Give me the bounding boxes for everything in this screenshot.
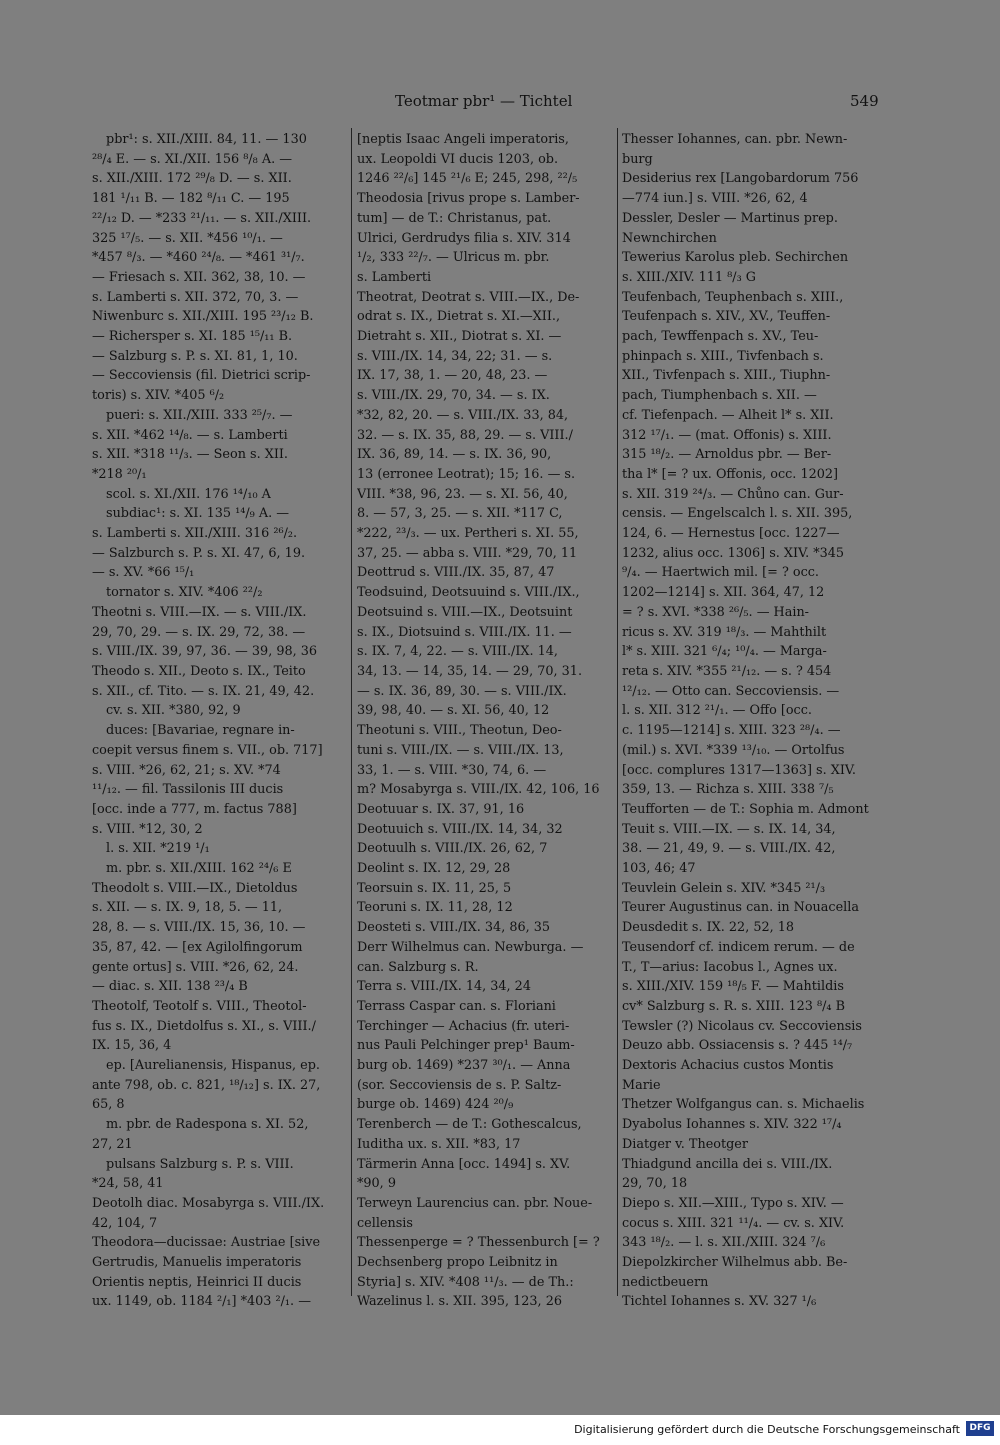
index-line: pbr¹: s. XII./XIII. 84, 11. — 130 (106, 132, 307, 147)
index-line: Diepo s. XII.—XIII., Typo s. XIV. — (622, 1195, 844, 1211)
index-line: ux. 1149, ob. 1184 ²/₁] *403 ²/₁. — (92, 1294, 311, 1310)
index-line: ²⁸/₄ E. — s. XI./XII. 156 ⁸/₈ A. — (92, 151, 293, 167)
index-line: 1202—1214] s. XII. 364, 47, 12 (622, 585, 825, 601)
index-line: Thetzer Wolfgangus can. s. Michaelis (622, 1097, 865, 1113)
index-line: s. XIII./XIV. 111 ⁸/₃ G (622, 269, 757, 285)
index-line: Gertrudis, Manuelis imperatoris (92, 1255, 302, 1271)
index-line: Teuit s. VIII.—IX. — s. IX. 14, 34, (622, 821, 836, 837)
index-line: 35, 87, 42. — [ex Agilolfingorum (92, 939, 303, 955)
index-line: s. IX. 7, 4, 22. — s. VIII./IX. 14, (357, 644, 558, 660)
index-line: Tichtel Iohannes s. XV. 327 ¹/₆ (622, 1294, 817, 1310)
index-line: 32. — s. IX. 35, 88, 29. — s. VIII./ (357, 427, 573, 443)
index-line: Deolint s. IX. 12, 29, 28 (357, 861, 511, 877)
index-line: Teufenpach s. XIV., XV., Teuffen- (622, 309, 831, 325)
index-line: 359, 13. — Richza s. XIII. 338 ⁷/₅ (622, 782, 834, 798)
index-line: l. s. XII. *219 ¹/₁ (106, 841, 210, 857)
index-line: Deosteti s. VIII./IX. 34, 86, 35 (357, 920, 551, 936)
index-line: Marie (622, 1077, 661, 1093)
index-line: (mil.) s. XVI. *339 ¹³/₁₀. — Ortolfus (622, 742, 845, 758)
index-line: [occ. complures 1317—1363] s. XIV. (622, 762, 856, 778)
index-line: 28, 8. — s. VIII./IX. 15, 36, 10. — (92, 920, 306, 936)
index-column-2 (357, 130, 614, 1312)
index-line: *32, 82, 20. — s. VIII./IX. 33, 84, (357, 407, 569, 423)
index-line: Theotni s. VIII.—IX. — s. VIII./IX. (92, 604, 307, 620)
index-line: Deotsuind s. VIII.—IX., Deotsuint (357, 604, 573, 620)
index-line: censis. — Engelscalch l. s. XII. 395, (622, 506, 853, 522)
index-line: scol. s. XI./XII. 176 ¹⁴/₁₀ A (106, 486, 271, 502)
index-line: 315 ¹⁸/₂. — Arnoldus pbr. — Ber- (622, 447, 832, 463)
index-line: Derr Wilhelmus can. Newburga. — (357, 939, 584, 955)
index-line: m? Mosabyrga s. VIII./IX. 42, 106, 16 (357, 782, 600, 798)
index-line: cv. s. XII. *380, 92, 9 (106, 703, 241, 719)
index-line: burg (622, 151, 653, 167)
index-line: tum] — de T.: Christanus, pat. (357, 210, 552, 226)
index-line: [neptis Isaac Angeli imperatoris, (357, 132, 569, 147)
index-line: —774 iun.] s. VIII. *26, 62, 4 (622, 191, 808, 207)
index-column-1 (92, 130, 347, 1312)
index-line: s. Lamberti s. XII. 372, 70, 3. — (92, 289, 299, 305)
index-line: — diac. s. XII. 138 ²³/₄ B (92, 979, 248, 995)
index-line: Tärmerin Anna [occ. 1494] s. XV. (357, 1156, 571, 1172)
index-line: 103, 46; 47 (622, 861, 696, 877)
index-line: can. Salzburg s. R. (357, 959, 479, 975)
index-line: s. Lamberti s. XII./XIII. 316 ²⁶/₂. (92, 526, 298, 542)
index-line: Terweyn Laurencius can. pbr. Noue- (357, 1195, 593, 1211)
index-line: 343 ¹⁸/₂. — l. s. XII./XIII. 324 ⁷/₆ (622, 1235, 826, 1251)
index-line: Dietraht s. XII., Diotrat s. XI. — (357, 329, 562, 345)
index-line: s. XII. *318 ¹¹/₃. — Seon s. XII. (92, 447, 288, 463)
index-line: — Richersper s. XI. 185 ¹⁵/₁₁ B. (92, 329, 293, 345)
index-line: 325 ¹⁷/₅. — s. XII. *456 ¹⁰/₁. — (92, 230, 283, 246)
index-line: Tewerius Karolus pleb. Sechirchen (622, 250, 849, 266)
index-line: IX. 17, 38, 1. — 20, 48, 23. — (357, 368, 548, 384)
index-line: cf. Tiefenpach. — Alheit l* s. XII. (622, 407, 834, 423)
index-line: nus Pauli Pelchinger prep¹ Baum- (357, 1038, 575, 1054)
index-line: 1246 ²²/₆] 145 ²¹/₆ E; 245, 298, ²²/₅ (357, 171, 578, 187)
index-line: Theodo s. XII., Deoto s. IX., Teito (92, 663, 306, 679)
index-line: s. VIII. *12, 30, 2 (92, 821, 203, 837)
index-line: c. 1195—1214] s. XIII. 323 ²⁸/₄. — (622, 723, 841, 739)
index-line: cocus s. XIII. 321 ¹¹/₄. — cv. s. XIV. (622, 1215, 845, 1231)
index-line: ¹¹/₁₂. — fil. Tassilonis III ducis (92, 782, 284, 798)
index-line: Terra s. VIII./IX. 14, 34, 24 (357, 979, 531, 995)
index-line: s. XII./XIII. 172 ²⁹/₈ D. — s. XII. (92, 171, 292, 187)
index-line: 29, 70, 29. — s. IX. 29, 72, 38. — (92, 624, 306, 640)
index-line: — s. XV. *66 ¹⁵/₁ (92, 565, 195, 581)
index-line: 33, 1. — s. VIII. *30, 74, 6. — (357, 762, 547, 778)
index-line: ux. Leopoldi VI ducis 1203, ob. (357, 151, 559, 167)
index-line: 181 ¹/₁₁ B. — 182 ⁸/₁₁ C. — 195 (92, 191, 290, 207)
index-line: s. VIII./IX. 29, 70, 34. — s. IX. (357, 388, 550, 404)
index-line: s. XII., cf. Tito. — s. IX. 21, 49, 42. (92, 683, 315, 699)
index-line: tha l* [= ? ux. Offonis, occ. 1202] (622, 466, 839, 482)
index-line: reta s. XIV. *355 ²¹/₁₂. — s. ? 454 (622, 663, 832, 679)
index-line: s. XII. — s. IX. 9, 18, 5. — 11, (92, 900, 283, 916)
index-line: Diatger v. Theotger (622, 1136, 749, 1152)
index-line: *222, ²³/₃. — ux. Pertheri s. XI. 55, (357, 526, 579, 542)
index-line: cv* Salzburg s. R. s. XIII. 123 ⁸/₄ B (622, 998, 846, 1014)
index-line: Wazelinus l. s. XII. 395, 123, 26 (357, 1294, 562, 1310)
index-line: s. XII. 319 ²⁴/₃. — Chůno can. Gur- (622, 486, 844, 502)
index-line: T., T—arius: Iacobus l., Agnes ux. (622, 959, 838, 975)
index-line: s. XII. *462 ¹⁴/₈. — s. Lamberti (92, 427, 288, 443)
index-line: 34, 13. — 14, 35, 14. — 29, 70, 31. (357, 663, 583, 679)
index-line: subdiac¹: s. XI. 135 ¹⁴/₉ A. — (106, 506, 290, 522)
index-line: l. s. XII. 312 ²¹/₁. — Offo [occ. (622, 703, 812, 719)
index-line: gente ortus] s. VIII. *26, 62, 24. (92, 959, 299, 975)
index-line: Teurer Augustinus can. in Nouacella (622, 900, 859, 916)
index-line: 39, 98, 40. — s. XI. 56, 40, 12 (357, 703, 550, 719)
index-line: Orientis neptis, Heinrici II ducis (92, 1274, 302, 1290)
index-line: ¹²/₁₂. — Otto can. Seccoviensis. — (622, 683, 840, 699)
index-line: 8. — 57, 3, 25. — s. XII. *117 C, (357, 506, 563, 522)
index-line: Dyabolus Iohannes s. XIV. 322 ¹⁷/₄ (622, 1117, 842, 1133)
index-line: burg ob. 1469) *237 ³⁰/₁. — Anna (357, 1058, 571, 1074)
index-line: s. VIII./IX. 14, 34, 22; 31. — s. (357, 348, 553, 364)
index-line: Theotrat, Deotrat s. VIII.—IX., De- (357, 289, 580, 305)
index-line: ²²/₁₂ D. — *233 ²¹/₁₁. — s. XII./XIII. (92, 210, 312, 226)
index-line: *90, 9 (357, 1176, 396, 1192)
index-line: VIII. *38, 96, 23. — s. XI. 56, 40, (357, 486, 568, 502)
index-line: — Friesach s. XII. 362, 38, 10. — (92, 269, 306, 285)
index-line: m. pbr. de Radespona s. XI. 52, (106, 1117, 309, 1133)
index-line: Deotolh diac. Mosabyrga s. VIII./IX. (92, 1195, 325, 1211)
dfg-logo: DFG (966, 1421, 994, 1436)
index-line: *24, 58, 41 (92, 1176, 164, 1192)
index-line: = ? s. XVI. *338 ²⁶/₅. — Hain- (622, 604, 810, 620)
index-line: *457 ⁸/₃. — *460 ²⁴/₈. — *461 ³¹/₇. (92, 250, 305, 266)
index-line: Terenberch — de T.: Gothescalcus, (357, 1117, 582, 1133)
index-line: Theodora—ducissae: Austriae [sive (92, 1235, 321, 1251)
index-line: Thessenperge = ? Thessenburch [= ? (357, 1235, 600, 1251)
index-line: Theotolf, Teotolf s. VIII., Theotol- (92, 998, 307, 1014)
index-line: Thesser Iohannes, can. pbr. Newn- (622, 132, 848, 147)
index-line: s. Lamberti (357, 269, 432, 285)
index-line: Thiadgund ancilla dei s. VIII./IX. (622, 1156, 833, 1172)
index-line: 29, 70, 18 (622, 1176, 688, 1192)
index-line: Desiderius rex [Langobardorum 756 (622, 171, 859, 187)
index-line: 1232, alius occ. 1306] s. XIV. *345 (622, 545, 845, 561)
index-line: Deotuuar s. IX. 37, 91, 16 (357, 801, 525, 817)
index-line: duces: [Bavariae, regnare in- (106, 723, 295, 739)
index-line: Newnchirchen (622, 230, 717, 246)
index-column-3 (622, 130, 882, 1312)
index-line: pulsans Salzburg s. P. s. VIII. (106, 1156, 294, 1172)
index-line: ricus s. XV. 319 ¹⁸/₃. — Mahthilt (622, 624, 827, 640)
index-line: 42, 104, 7 (92, 1215, 158, 1231)
index-line: Teuvlein Gelein s. XIV. *345 ²¹/₃ (622, 880, 826, 896)
index-line: Dextoris Achacius custos Montis (622, 1058, 834, 1074)
index-line: Theodolt s. VIII.—IX., Dietoldus (92, 880, 298, 896)
index-line: Theotuni s. VIII., Theotun, Deo- (357, 723, 562, 739)
column-divider (617, 128, 618, 1296)
index-line: pach, Tewffenpach s. XV., Teu- (622, 329, 819, 345)
index-line: — s. IX. 36, 89, 30. — s. VIII./IX. (357, 683, 567, 699)
index-line: — Salzburg s. P. s. XI. 81, 1, 10. (92, 348, 298, 364)
index-line: toris) s. XIV. *405 ⁶/₂ (92, 388, 225, 404)
index-line: Ulrici, Gerdrudys filia s. XIV. 314 (357, 230, 571, 246)
index-line: — Salzburch s. P. s. XI. 47, 6, 19. (92, 545, 306, 561)
footer-bar (0, 1415, 1000, 1445)
index-line: phinpach s. XIII., Tivfenbach s. (622, 348, 824, 364)
index-line: IX. 15, 36, 4 (92, 1038, 172, 1054)
index-line: — Seccoviensis (fil. Dietrici scrip- (92, 368, 311, 384)
index-line: [occ. inde a 777, m. factus 788] (92, 801, 297, 817)
index-line: *218 ²⁰/₁ (92, 466, 147, 482)
index-line: Iuditha ux. s. XII. *83, 17 (357, 1136, 521, 1152)
index-line: s. IX., Diotsuind s. VIII./IX. 11. — (357, 624, 572, 640)
index-line: s. VIII. *26, 62, 21; s. XV. *74 (92, 762, 281, 778)
index-line: (sor. Seccoviensis de s. P. Saltz- (357, 1077, 562, 1093)
index-line: Dechsenberg propo Leibnitz in (357, 1255, 558, 1271)
index-line: IX. 36, 89, 14. — s. IX. 36, 90, (357, 447, 552, 463)
index-line: l* s. XIII. 321 ⁶/₄; ¹⁰/₄. — Marga- (622, 644, 827, 660)
index-line: ep. [Aurelianensis, Hispanus, ep. (106, 1058, 320, 1074)
index-line: Teufenbach, Teuphenbach s. XIII., (622, 289, 844, 305)
index-line: Dessler, Desler — Martinus prep. (622, 210, 838, 226)
index-line: Theodosia [rivus prope s. Lamber- (357, 191, 580, 207)
running-header-title: Teotmar pbr¹ — Tichtel (395, 92, 573, 110)
index-line: Terrass Caspar can. s. Floriani (357, 998, 556, 1014)
index-line: 37, 25. — abba s. VIII. *29, 70, 11 (357, 545, 578, 561)
index-line: Teorsuin s. IX. 11, 25, 5 (357, 880, 512, 896)
index-line: coepit versus finem s. VII., ob. 717] (92, 742, 323, 758)
index-line: Diepolzkircher Wilhelmus abb. Be- (622, 1255, 848, 1271)
index-line: tuni s. VIII./IX. — s. VIII./IX. 13, (357, 742, 564, 758)
index-line: tornator s. XIV. *406 ²²/₂ (106, 585, 263, 601)
index-line: Styria] s. XIV. *408 ¹¹/₃. — de Th.: (357, 1274, 574, 1290)
index-line: fus s. IX., Dietdolfus s. XI., s. VIII./ (92, 1018, 316, 1034)
index-line: Teufforten — de T.: Sophia m. Admont (622, 801, 869, 817)
index-line: s. XIII./XIV. 159 ¹⁸/₅ F. — Mahtildis (622, 979, 844, 995)
index-line: Deotuulh s. VIII./IX. 26, 62, 7 (357, 841, 548, 857)
index-line: Teusendorf cf. indicem rerum. — de (622, 939, 855, 955)
index-line: Terchinger — Achacius (fr. uteri- (357, 1018, 570, 1034)
index-line: Deuzo abb. Ossiacensis s. ? 445 ¹⁴/₇ (622, 1038, 853, 1054)
index-line: Deusdedit s. IX. 22, 52, 18 (622, 920, 795, 936)
index-line: Deottrud s. VIII./IX. 35, 87, 47 (357, 565, 555, 581)
index-line: ante 798, ob. c. 821, ¹⁸/₁₂] s. IX. 27, (92, 1077, 321, 1093)
index-line: 27, 21 (92, 1136, 133, 1152)
column-divider (351, 128, 352, 1296)
index-line: XII., Tivfenpach s. XIII., Tiuphn- (622, 368, 831, 384)
index-line: odrat s. IX., Dietrat s. XI.—XII., (357, 309, 561, 325)
index-line: Teodsuind, Deotsuuind s. VIII./IX., (357, 585, 580, 601)
index-line: burge ob. 1469) 424 ²⁰/₉ (357, 1097, 514, 1113)
footer-credit: Digitalisierung gefördert durch die Deutsche Forschungsgemeinschaft (574, 1423, 960, 1436)
index-line: pach, Tiumphenbach s. XII. — (622, 388, 817, 404)
index-line: 124, 6. — Hernestus [occ. 1227— (622, 526, 840, 542)
index-line: Teoruni s. IX. 11, 28, 12 (357, 900, 513, 916)
index-line: 13 (erronee Leotrat); 15; 16. — s. (357, 466, 576, 482)
index-line: ⁹/₄. — Haertwich mil. [= ? occ. (622, 565, 819, 581)
index-line: 38. — 21, 49, 9. — s. VIII./IX. 42, (622, 841, 836, 857)
index-line: ¹/₂, 333 ²²/₇. — Ulricus m. pbr. (357, 250, 550, 266)
index-line: 65, 8 (92, 1097, 125, 1113)
index-line: nedictbeuern (622, 1274, 709, 1290)
index-line: Niwenburc s. XII./XIII. 195 ²³/₁₂ B. (92, 309, 314, 325)
page-number: 549 (850, 92, 879, 110)
index-line: Deotuuich s. VIII./IX. 14, 34, 32 (357, 821, 563, 837)
index-line: pueri: s. XII./XIII. 333 ²⁵/₇. — (106, 407, 293, 423)
index-line: cellensis (357, 1215, 413, 1231)
index-line: Tewsler (?) Nicolaus cv. Seccoviensis (622, 1018, 862, 1034)
index-line: s. VIII./IX. 39, 97, 36. — 39, 98, 36 (92, 644, 318, 660)
index-line: 312 ¹⁷/₁. — (mat. Offonis) s. XIII. (622, 427, 832, 443)
index-line: m. pbr. s. XII./XIII. 162 ²⁴/₆ E (106, 861, 292, 877)
